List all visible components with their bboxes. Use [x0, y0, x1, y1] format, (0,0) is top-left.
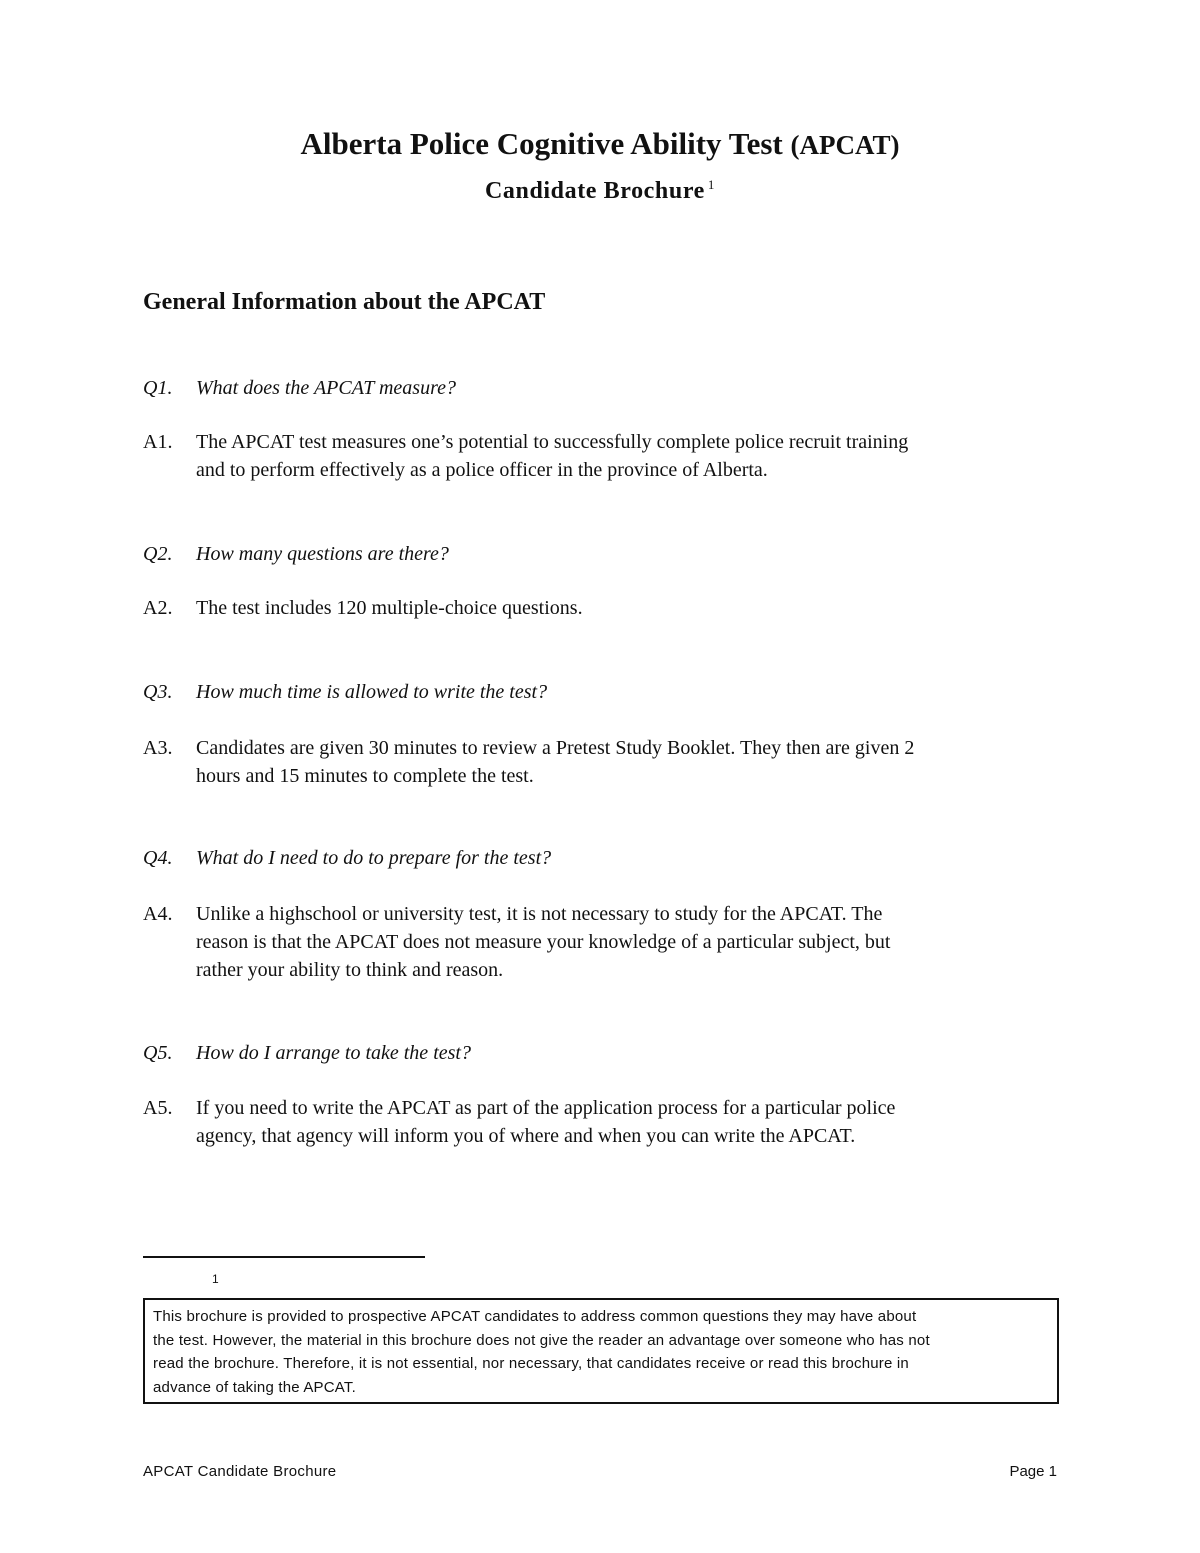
question-3 [143, 678, 1063, 706]
question-number: Q3. [143, 681, 173, 703]
footnote-line: the test. However, the material in this brochure does not give the reader an advantage over someone who has not [153, 1331, 930, 1349]
question-number: Q5. [143, 1042, 173, 1064]
answer-line: reason is that the APCAT does not measure your knowledge of a particular subject, but [196, 931, 891, 953]
question-text: What do I need to do to prepare for the test? [196, 847, 552, 869]
question-number: Q2. [143, 543, 173, 565]
footnote-line: read the brochure. Therefore, it is not essential, nor necessary, that candidates receive or read this brochure in [153, 1355, 909, 1372]
footnote-separator [143, 1256, 425, 1258]
question-text: How do I arrange to take the test? [196, 1042, 471, 1064]
question-2 [143, 540, 1063, 568]
answer-line: agency, that agency will inform you of where and when you can write the APCAT. [196, 1125, 856, 1147]
question-text: How many questions are there? [196, 543, 449, 565]
footnote-mark: 1 [212, 1272, 219, 1286]
answer-number: A5. [143, 1097, 173, 1119]
subtitle-text: Candidate Brochure [484, 178, 705, 204]
answer-line: hours and 15 minutes to complete the test. [196, 765, 534, 787]
answer-line: and to perform effectively as a police officer in the province of Alberta. [196, 459, 768, 481]
answer-line: Unlike a highschool or university test, it is not necessary to study for the APCAT. The [196, 903, 883, 925]
question-4 [143, 844, 1063, 872]
answer-line: The APCAT test measures one’s potential to successfully complete police recruit training [196, 431, 909, 453]
answer-3 [143, 734, 1063, 790]
footer-page-number: Page 1 [1009, 1463, 1057, 1480]
answer-line: rather your ability to think and reason. [196, 959, 504, 981]
title-text: Alberta Police Cognitive Ability Test [300, 126, 783, 161]
answer-line: Candidates are given 30 minutes to review a Pretest Study Booklet. They then are given 2 [196, 737, 915, 759]
footnote-box [143, 1298, 1059, 1404]
footer-document-name: APCAT Candidate Brochure [143, 1463, 337, 1480]
title-acronym: (APCAT) [790, 130, 900, 160]
question-number: Q4. [143, 847, 173, 869]
answer-line: If you need to write the APCAT as part of the application process for a particular police [196, 1097, 896, 1119]
footnote-reference: 1 [707, 177, 716, 192]
answer-4 [143, 900, 1063, 984]
answer-number: A4. [143, 903, 173, 925]
answer-number: A3. [143, 737, 173, 759]
footnote-line: advance of taking the APCAT. [153, 1378, 356, 1396]
question-text: How much time is allowed to write the test? [196, 681, 548, 703]
answer-number: A2. [143, 597, 173, 619]
question-1 [143, 374, 1063, 402]
answer-2 [143, 594, 1063, 622]
question-text: What does the APCAT measure? [196, 377, 456, 399]
answer-number: A1. [143, 431, 173, 453]
question-number: Q1. [143, 377, 173, 399]
document-title [0, 124, 1200, 165]
document-subtitle [0, 168, 1200, 208]
answer-5 [143, 1094, 1063, 1150]
answer-line: The test includes 120 multiple-choice questions. [196, 597, 583, 619]
footnote-line: This brochure is provided to prospective APCAT candidates to address common questions they may have about [153, 1308, 917, 1325]
answer-1 [143, 428, 1063, 484]
question-5 [143, 1039, 1063, 1067]
section-heading: General Information about the APCAT [143, 289, 546, 315]
